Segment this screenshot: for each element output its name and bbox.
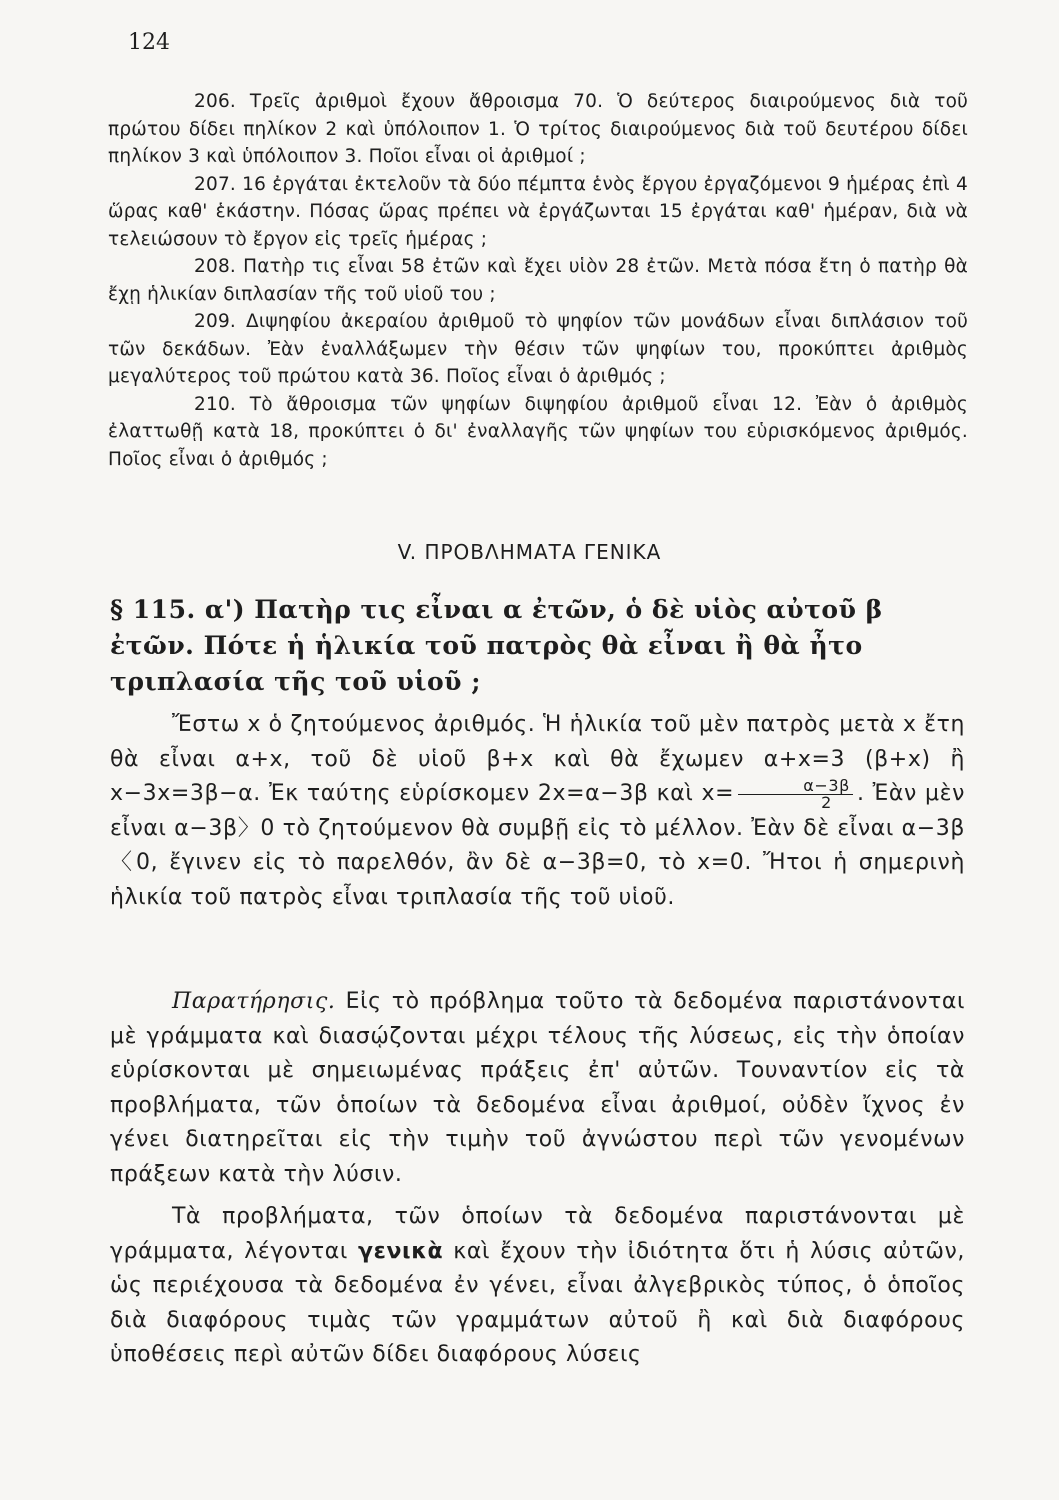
term-general: γενικὰ <box>358 1238 444 1264</box>
page-number: 124 <box>128 30 170 55</box>
fraction-denominator: 2 <box>821 792 832 812</box>
problem-206: 206. Τρεῖς ἀριθμοὶ ἔχουν ἄθροισμα 70. Ὁ δεύτερος διαιρούμενος διὰ τοῦ πρώτου δίδει πηλίκον 2 καὶ ὑπόλοιπον 1. Ὁ τρίτος διαιρούμενος διὰ τοῦ δευτέρου δίδει πηλίκον 3 καὶ ὑπόλοιπον 3. Ποῖοι εἶναι οἱ ἀριθμοί ; <box>108 91 968 167</box>
general-problems-paragraph <box>110 1200 965 1373</box>
section-title: § 115. α') Πατὴρ τις εἶναι α ἐτῶν, ὁ δὲ υἱὸς αὐτοῦ β ἐτῶν. Πότε ἡ ἡλικία τοῦ πατρὸς θὰ εἶναι ἢ θὰ ἦτο τριπλασία τῆς τοῦ υἱοῦ ; <box>110 595 883 696</box>
solution-block <box>110 708 965 915</box>
solution-paragraph <box>110 708 965 915</box>
problem-207: 207. 16 ἐργάται ἐκτελοῦν τὰ δύο πέμπτα ἑνὸς ἔργου ἐργαζόμενοι 9 ἡμέρας ἐπὶ 4 ὥρας καθ' ἑκάστην. Πόσας ὥρας πρέπει νὰ ἐργάζωνται 15 ἐργάται καθ' ἡμέραν, διὰ νὰ τελειώσουν τὸ ἔργον εἰς τρεῖς ἡμέρας ; <box>108 173 968 250</box>
solution-text-2: . Ἐὰν μὲν εἶναι α−3β〉0 τὸ ζητούμενον θὰ συμβῇ εἰς τὸ μέλλον. Ἐὰν δὲ εἶναι α−3β〈0, ἔγινεν εἰς τὸ παρελθόν, ἂν δὲ α−3β=0, τὸ x=0. Ἤτοι ἡ σημερινὴ ἡλικία τοῦ πατρὸς εἶναι τριπλασία τῆς τοῦ υἱοῦ. <box>110 781 965 910</box>
fraction-numerator: α−3β <box>738 778 853 795</box>
problem-209: 209. Διψηφίου ἀκεραίου ἀριθμοῦ τὸ ψηφίον τῶν μονάδων εἶναι διπλάσιον τοῦ τῶν δεκάδων. Ἐὰν ἐναλλάξωμεν τὴν θέσιν τῶν ψηφίων του, προκύπτει ἀριθμὸς μεγαλύτερος τοῦ πρώτου κατὰ 36. Ποῖος εἶναι ὁ ἀριθμός ; <box>108 311 968 387</box>
problem-208: 208. Πατὴρ τις εἶναι 58 ἐτῶν καὶ ἔχει υἱὸν 28 ἐτῶν. Μετὰ πόσα ἔτη ὁ πατὴρ θὰ ἔχῃ ἡλικίαν διπλασίαν τῆς τοῦ υἱοῦ του ; <box>108 256 968 305</box>
solution-text-1: Ἔστω x ὁ ζητούμενος ἀριθμός. Ἡ ἡλικία τοῦ μὲν πατρὸς μετὰ x ἔτη θὰ εἶναι α+x, τοῦ δὲ υἱοῦ β+x καὶ θὰ ἔχωμεν α+x=3 (β+x) ἢ x−3x=3β−α. Ἐκ ταύτης εὑρίσκομεν 2x=α−3β καὶ x= <box>110 712 965 806</box>
note-paragraph <box>110 985 965 1192</box>
general-problems-block <box>110 1200 965 1373</box>
general-text-2: καὶ ἔχουν τὴν ἰδιότητα ὅτι ἡ λύσις αὐτῶν, ὡς περιέχουσα τὰ δεδομένα ἐν γένει, εἶναι ἀλγεβρικὸς τύπος, ὁ ὁποῖος διὰ διαφόρους τιμὰς τῶν γραμμάτων αὐτοῦ ἢ καὶ διὰ διαφόρους ὑποθέσεις περὶ αὐτῶν δίδει διαφόρους λύσεις <box>110 1238 966 1367</box>
general-text-1: Τὰ προβλήματα, τῶν ὁποίων τὰ δεδομένα παριστάνονται μὲ γράμματα, λέγονται <box>110 1204 965 1264</box>
note-text: Εἰς τὸ πρόβλημα τοῦτο τὰ δεδομένα παριστάνονται μὲ γράμματα καὶ διασῴζονται μέχρι τέλους τῆς λύσεως, εἰς τὴν ὁποίαν εὑρίσκονται μὲ σημειωμένας πράξεις ἐπ' αὐτῶν. Τουναντίον εἰς τὰ προβλήματα, τῶν ὁποίων τὰ δεδομένα εἶναι ἀριθμοί, οὐδὲν ἴχνος ἐν γένει διατηρεῖται εἰς τὴν τιμὴν τοῦ ἀγνώστου περὶ τῶν γενομένων πράξεων κατὰ τὴν λύσιν. <box>110 989 965 1187</box>
chapter-heading: V. ΠΡΟΒΛΗΜΑΤΑ ΓΕΝΙΚΑ <box>397 540 662 564</box>
problem-210: 210. Τὸ ἄθροισμα τῶν ψηφίων διψηφίου ἀριθμοῦ εἶναι 12. Ἐὰν ὁ ἀριθμὸς ἐλαττωθῇ κατὰ 18, προκύπτει ὁ δι' ἐναλλαγῆς τῶν ψηφίων του εὑρισκόμενος ἀριθμός. Ποῖος εἶναι ὁ ἀριθμός ; <box>108 393 968 470</box>
note-block <box>110 985 965 1192</box>
note-label: Παρατήρησις. <box>172 989 336 1014</box>
fraction <box>738 775 853 812</box>
problems-list <box>108 88 968 473</box>
